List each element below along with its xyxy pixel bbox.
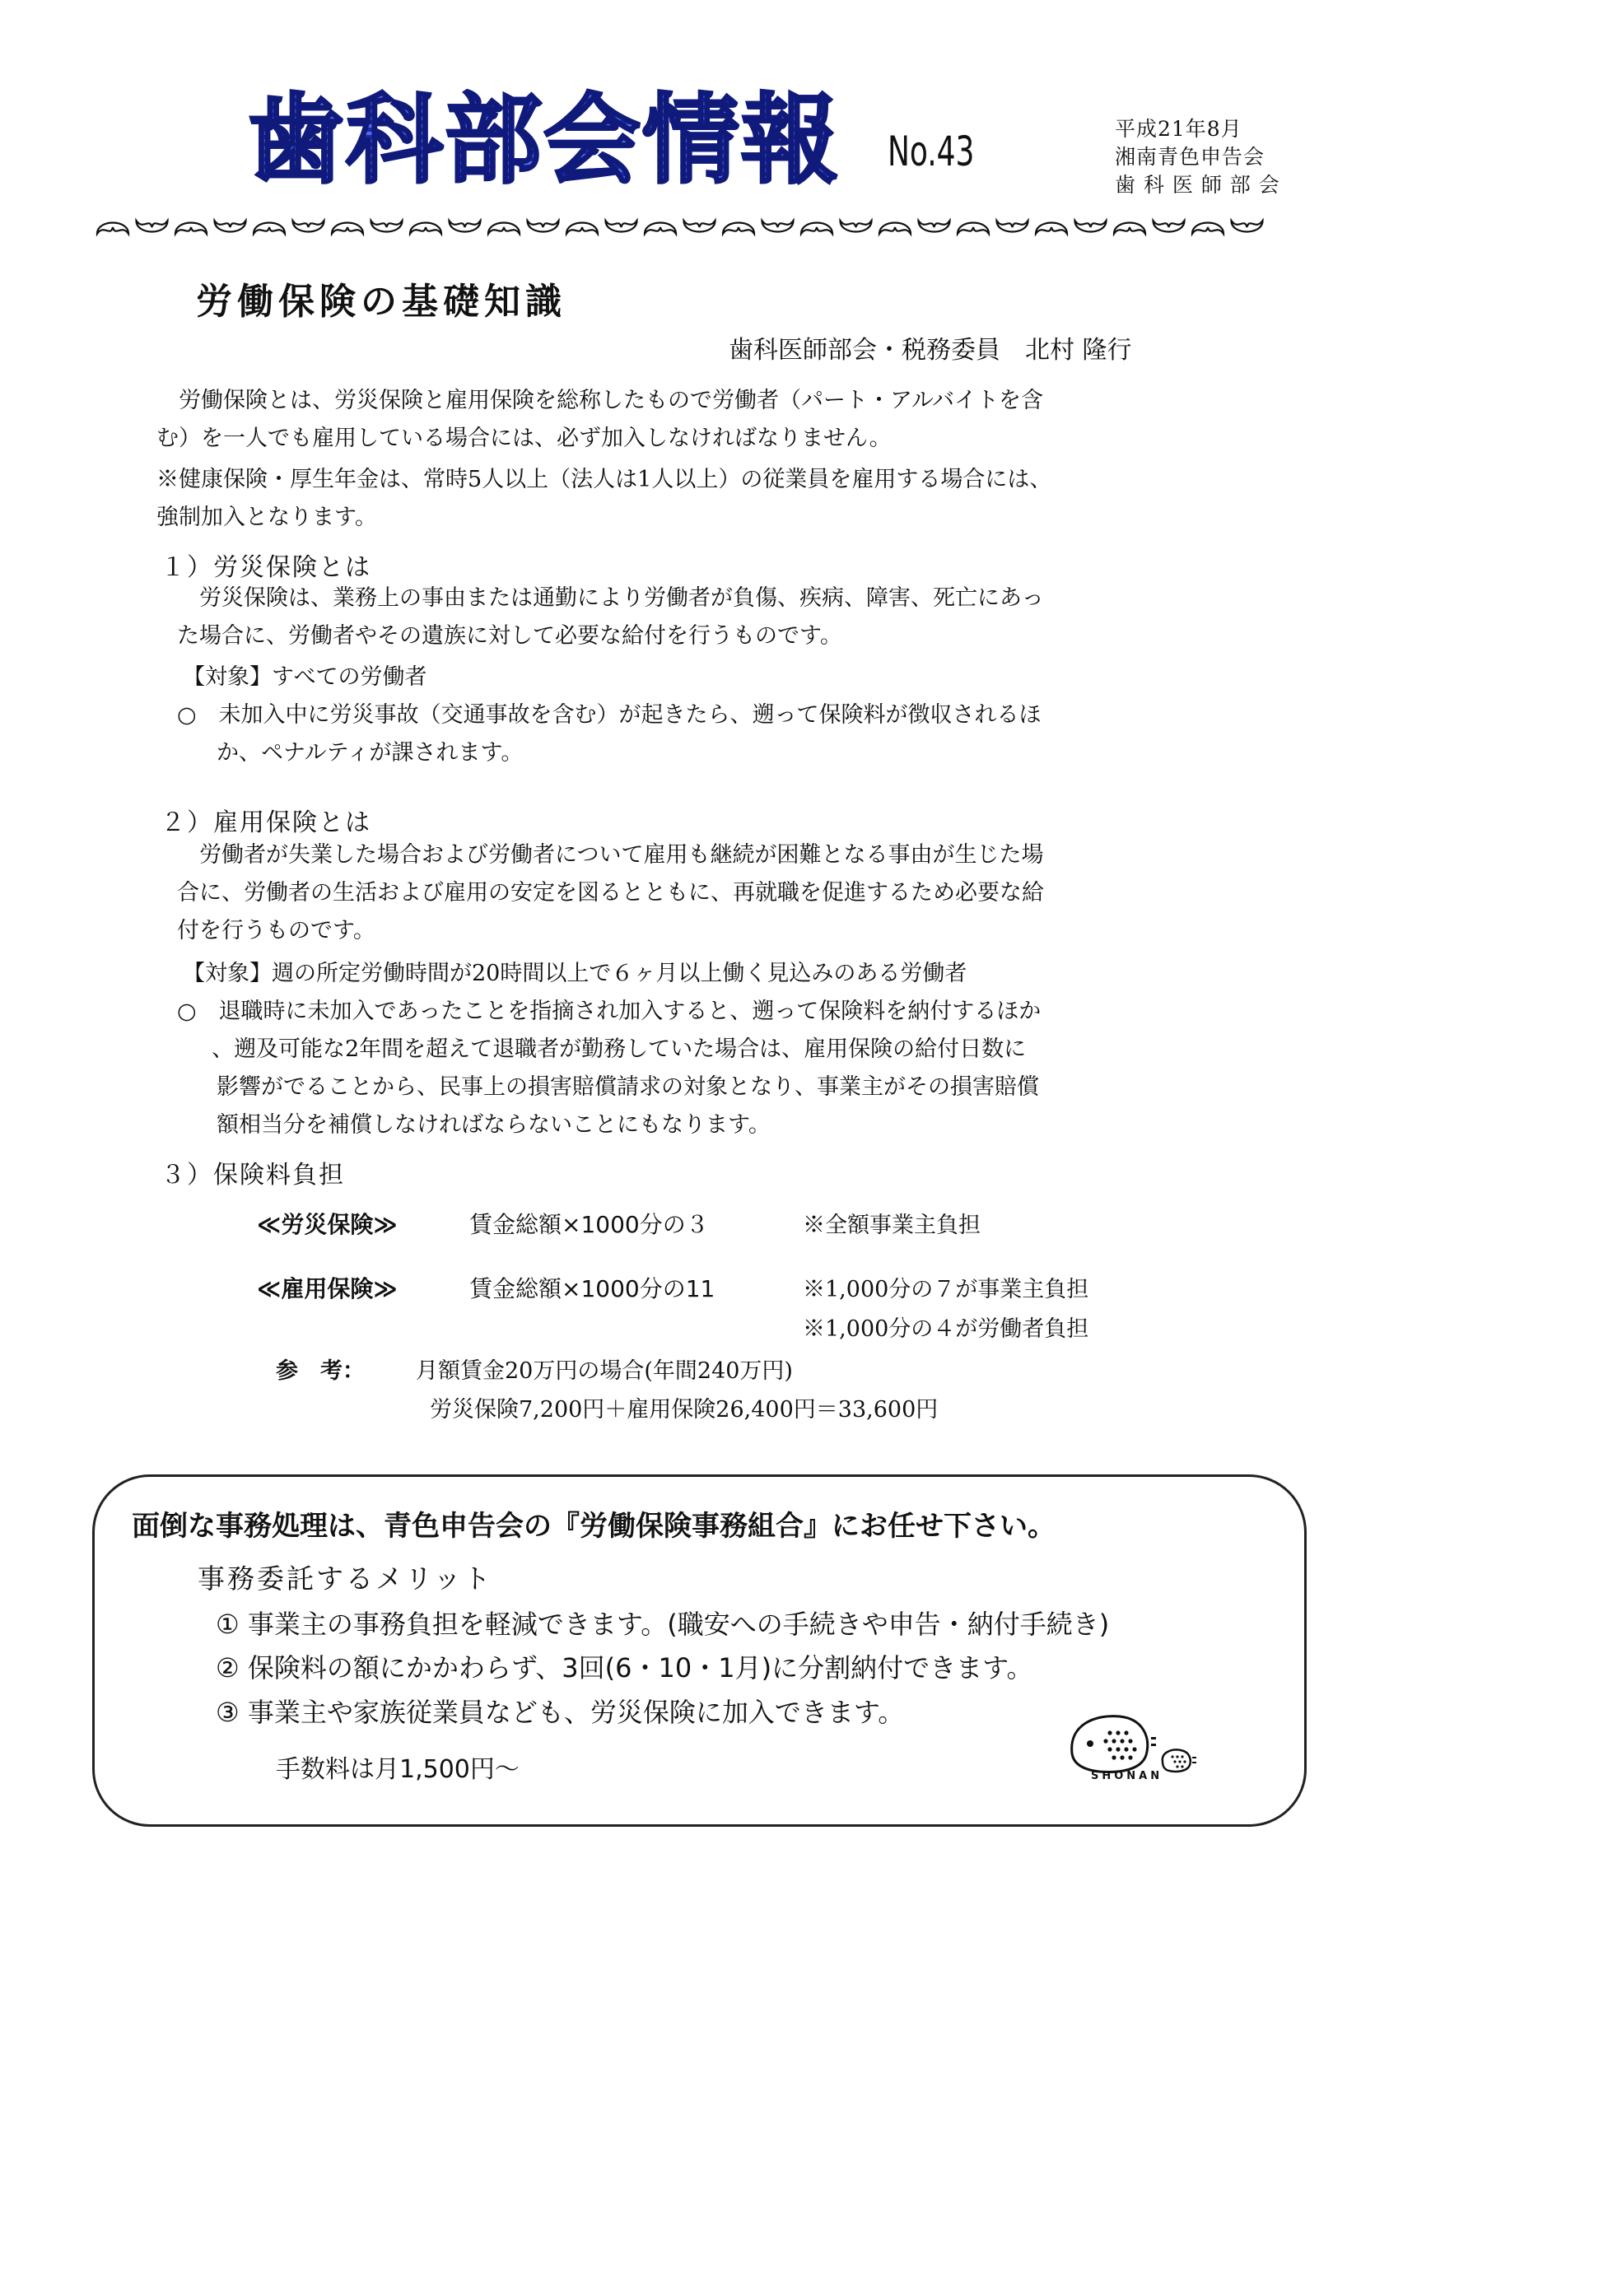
bullet-line: か、ペナルティが課されます。 xyxy=(217,740,524,766)
section-heading-rosai: １）労災保険とは xyxy=(161,553,371,582)
ornament-motif xyxy=(1192,223,1223,235)
issuer-org: 湘南青色申告会 xyxy=(1115,145,1265,169)
issue-date: 平成21年8月 xyxy=(1115,117,1242,141)
body-line: た場合に、労働者やその遺族に対して必要な給付を行うものです。 xyxy=(177,623,842,649)
bullet-line: ○ 退職時に未加入であったことを指摘され加入すると、遡って保険料を納付するほか xyxy=(177,999,1042,1024)
intro-line: 労働保険とは、労災保険と雇用保険を総称したもので労働者（パート・アルバイトを含 xyxy=(156,388,1044,413)
fee-text: 手数料は月1,500円～ xyxy=(276,1755,520,1784)
article-author: 歯科医師部会・税務委員 北村 隆行 xyxy=(729,336,1132,365)
rate-formula-rosai: 賃金総額×1000分の３ xyxy=(469,1211,709,1238)
section-heading-premium: ３）保険料負担 xyxy=(161,1161,345,1190)
reference-line: 月額賃金20万円の場合(年間240万円) xyxy=(416,1358,793,1384)
note-paragraph xyxy=(156,461,1051,537)
body-line: 労災保険は、業務上の事由または通勤により労働者が負傷、疾病、障害、死亡にあっ xyxy=(177,585,1044,611)
ornament-motif xyxy=(997,221,1028,232)
body-line: 労働者が失業した場合および労働者について雇用も継続が困難となる事由が生じた場 xyxy=(177,842,1044,868)
article-title: 労働保険の基礎知識 xyxy=(196,281,566,323)
bullet-rosai xyxy=(177,696,1042,772)
ornament-motif xyxy=(293,221,324,232)
ornament-motif xyxy=(1036,223,1067,235)
ornament-motif xyxy=(137,221,168,232)
bullet-line: 、遡及可能な2年間を超えて退職者が勤務していた場合は、雇用保険の給付日数に xyxy=(212,1036,1027,1062)
ornament-motif xyxy=(762,221,794,232)
ornament-motif xyxy=(723,223,754,235)
note-line: ※健康保険・厚生年金は、常時5人以上（法人は1人以上）の従業員を雇用する場合には、 xyxy=(156,467,1052,492)
rate-label-rosai: ≪労災保険≫ xyxy=(257,1211,398,1238)
ornament-motif xyxy=(215,221,246,232)
intro-paragraph xyxy=(156,382,1043,458)
merit-item: ① 事業主の事務負担を軽減できます。(職安への手続きや申告・納付手続き) xyxy=(216,1609,1110,1640)
ornament-motif xyxy=(1114,223,1145,235)
target-koyo: 【対象】週の所定労働時間が20時間以上で６ヶ月以上働く見込みのある労働者 xyxy=(183,961,967,986)
reference-calculation: 労災保険7,200円＋雇用保険26,400円＝33,600円 xyxy=(430,1397,939,1423)
ornament-motif xyxy=(97,223,128,235)
issuer-block xyxy=(1115,115,1280,199)
promo-subheading: 事務委託するメリット xyxy=(198,1562,493,1595)
target-rosai: 【対象】すべての労働者 xyxy=(183,664,427,690)
merit-item: ③ 事業主や家族従業員なども、労災保険に加入できます。 xyxy=(216,1697,905,1728)
ornament-motif xyxy=(841,221,872,232)
ornament-motif xyxy=(254,223,285,235)
ornament-motif xyxy=(919,221,950,232)
section-heading-koyo: ２）雇用保険とは xyxy=(161,808,371,837)
body-line: 付を行うものです。 xyxy=(177,918,375,943)
newsletter-title xyxy=(247,82,840,198)
rate-label-koyo: ≪雇用保険≫ xyxy=(257,1275,398,1302)
ornament-motif xyxy=(566,223,598,235)
merit-item: ② 保険料の額にかかわらず、3回(6・10・1月)に分割納付できます。 xyxy=(216,1652,1033,1684)
ornament-motif xyxy=(958,223,989,235)
ornament-motif xyxy=(1154,221,1185,232)
issuer-dept: 歯 科 医 師 部 会 xyxy=(1115,173,1280,197)
promo-headline: 面倒な事務処理は、青色申告会の『労働保険事務組合』にお任せ下さい。 xyxy=(132,1510,1056,1543)
note-line: 強制加入となります。 xyxy=(156,505,377,530)
rate-note-koyo-employer: ※1,000分の７が事業主負担 xyxy=(803,1277,1089,1302)
newsletter-title-text: 歯科部会情報 xyxy=(247,83,841,197)
ornament-motif xyxy=(332,223,363,235)
ornamental-border xyxy=(92,212,1278,242)
ornament-motif xyxy=(410,223,441,235)
bullet-line: 影響がでることから、民事上の損害賠償請求の対象となり、事業主がその損害賠償 xyxy=(217,1074,1039,1100)
ornament-motif xyxy=(488,223,520,235)
rate-formula-koyo: 賃金総額×1000分の11 xyxy=(469,1275,715,1302)
ornament-motif xyxy=(1232,221,1263,232)
ornament-motif xyxy=(801,223,832,235)
reference-label: 参 考： xyxy=(276,1358,365,1384)
ornament-motif xyxy=(528,221,559,232)
issue-number: No.43 xyxy=(888,128,975,175)
ornament-motif xyxy=(450,221,481,232)
logo-text: SHONAN xyxy=(1091,1770,1163,1782)
ornament-motif xyxy=(371,221,403,232)
ornament-motif xyxy=(1075,221,1107,232)
ornament-motif xyxy=(645,223,676,235)
ornament-motif xyxy=(175,223,207,235)
ornament-motif xyxy=(606,221,637,232)
section-body-rosai xyxy=(177,580,1044,655)
section-body-koyo xyxy=(177,836,1044,950)
rate-note-koyo-employee: ※1,000分の４が労働者負担 xyxy=(803,1316,1089,1342)
intro-line: む）を一人でも雇用している場合には、必ず加入しなければなりません。 xyxy=(156,426,892,451)
body-line: 合に、労働者の生活および雇用の安定を図るとともに、再就職を促進するため必要な給 xyxy=(177,880,1044,906)
ornament-motif xyxy=(879,223,911,235)
bullet-line: 額相当分を補償しなければならないことにもなります。 xyxy=(217,1112,771,1138)
rate-note-rosai: ※全額事業主負担 xyxy=(803,1213,981,1238)
ornament-motif xyxy=(684,221,715,232)
bullet-line: ○ 未加入中に労災事故（交通事故を含む）が起きたら、遡って保険料が徴収されるほ xyxy=(177,702,1042,728)
bullet-koyo xyxy=(177,993,1041,1144)
